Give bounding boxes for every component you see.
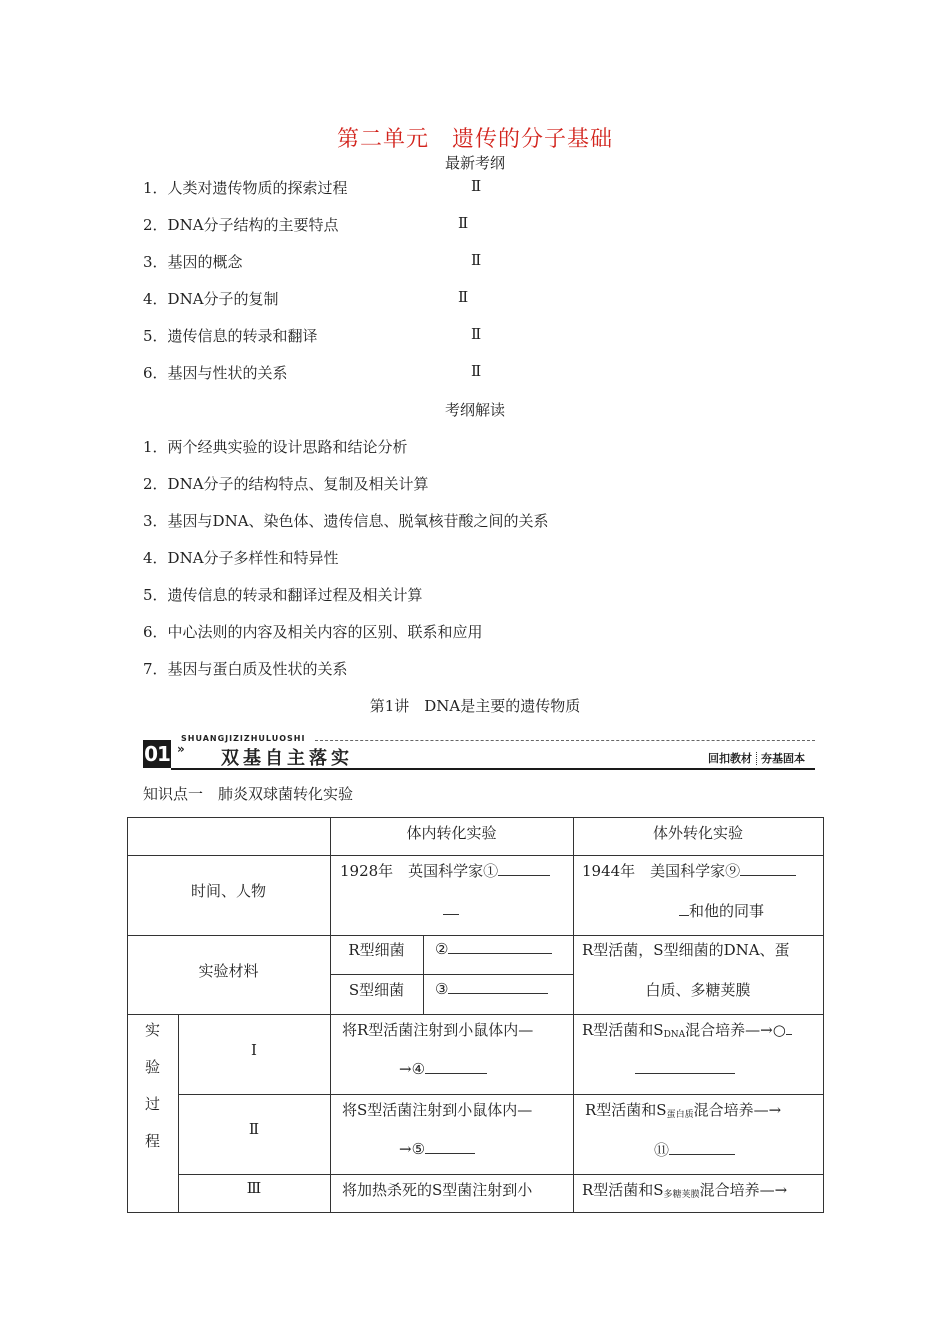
header-invivo: 体内转化实验 bbox=[406, 824, 497, 842]
blank-11-underline bbox=[669, 1140, 735, 1155]
blank-3 bbox=[435, 979, 548, 998]
interpretation-item-4: 4．DNA分子多样性和特异性 bbox=[143, 549, 339, 567]
invitro-material-line2: 白质、多糖荚膜 bbox=[645, 981, 751, 999]
invivo-time-text: 1928年 英国科学家① bbox=[340, 862, 499, 880]
table-rule bbox=[573, 817, 574, 1213]
step-3-invitro-line1 bbox=[582, 1179, 787, 1200]
invivo-time-cont bbox=[443, 900, 459, 919]
blank-2 bbox=[435, 939, 552, 958]
table-rule bbox=[127, 1212, 824, 1213]
blank-9-underline-cont bbox=[679, 901, 689, 916]
header-invitro: 体外转化实验 bbox=[652, 824, 743, 842]
banner-separator bbox=[756, 752, 757, 765]
s-type-label: S型细菌 bbox=[348, 981, 405, 999]
step-1-invitro-line1 bbox=[582, 1019, 792, 1040]
blank-3-marker: ③ bbox=[435, 980, 449, 998]
blank-4-marker: →④ bbox=[399, 1060, 426, 1078]
process-label-char-4: 程 bbox=[144, 1132, 160, 1150]
interpretation-item-5: 5．遗传信息的转录和翻译过程及相关计算 bbox=[143, 586, 423, 604]
banner-rule bbox=[171, 768, 815, 770]
process-label-char-2: 验 bbox=[144, 1058, 160, 1076]
step-3-invivo-line1: 将加热杀死的S型菌注射到小 bbox=[342, 1181, 533, 1199]
blank-2-underline bbox=[448, 939, 552, 954]
banner-dashed-rule bbox=[315, 740, 815, 741]
process-label-char-3: 过 bbox=[144, 1095, 160, 1113]
step-3-invitro-subscript: 多糖荚膜 bbox=[663, 1190, 700, 1200]
banner-tagline bbox=[708, 750, 805, 766]
table-rule bbox=[127, 935, 824, 936]
invitro-time-text: 1944年 美国科学家⑨ bbox=[582, 862, 741, 880]
banner-arrow-icon: » bbox=[177, 742, 185, 756]
outline-item-1: 1．人类对遗传物质的探索过程 bbox=[143, 179, 348, 197]
outline-item-4: 4．DNA分子的复制 bbox=[143, 290, 279, 308]
step-1-label: Ⅰ bbox=[251, 1041, 257, 1059]
row-label-time: 时间、人物 bbox=[190, 882, 266, 900]
step-1-invitro-text-2: 混合培养—→○ bbox=[685, 1021, 786, 1039]
interpretation-item-1: 1．两个经典实验的设计思路和结论分析 bbox=[143, 438, 408, 456]
table-rule bbox=[127, 855, 824, 856]
outline-level-6: Ⅱ bbox=[471, 362, 482, 380]
outline-item-2: 2．DNA分子结构的主要特点 bbox=[143, 216, 339, 234]
blank-10-underline-cont bbox=[635, 1059, 735, 1078]
table-rule bbox=[330, 974, 573, 975]
banner-tagline-b: 夯基固本 bbox=[761, 752, 805, 765]
invitro-time bbox=[582, 860, 796, 881]
banner-number-badge: 01 bbox=[144, 742, 170, 766]
section-banner bbox=[143, 736, 815, 774]
table-rule bbox=[127, 1014, 824, 1015]
unit-title: 第二单元 遗传的分子基础 bbox=[336, 127, 613, 152]
step-2-invitro-text-2: 混合培养—→ bbox=[693, 1101, 782, 1119]
step-2-invitro-text: R型活菌和S bbox=[585, 1101, 667, 1119]
step-3-invitro-text: R型活菌和S bbox=[582, 1181, 664, 1199]
banner-tagline-a: 回扣教材 bbox=[708, 752, 752, 765]
table-rule bbox=[127, 817, 824, 818]
outline-heading: 最新考纲 bbox=[444, 154, 505, 172]
table-rule bbox=[823, 817, 824, 1213]
banner-heading: 双基自主落实 bbox=[221, 748, 353, 769]
outline-level-5: Ⅱ bbox=[471, 325, 482, 343]
blank-1-underline-cont bbox=[443, 900, 459, 915]
blank-1-underline bbox=[498, 861, 550, 876]
step-1-invivo-line2 bbox=[399, 1059, 487, 1078]
process-label-char-1: 实 bbox=[144, 1021, 160, 1039]
step-2-label: Ⅱ bbox=[248, 1120, 260, 1138]
blank-10-underline-line bbox=[635, 1059, 735, 1074]
step-2-invivo-line2 bbox=[399, 1139, 475, 1158]
outline-level-2: Ⅱ bbox=[458, 214, 469, 232]
invitro-time-cont-text: 和他的同事 bbox=[689, 902, 765, 920]
invitro-material-line1: R型活菌，S型细菌的DNA、蛋 bbox=[582, 941, 790, 959]
row-label-material: 实验材料 bbox=[198, 962, 259, 980]
interpretation-item-7: 7．基因与蛋白质及性状的关系 bbox=[143, 660, 348, 678]
blank-10-underline bbox=[786, 1020, 792, 1035]
banner-pinyin: SHUANGJIZIZHULUOSHI bbox=[181, 734, 306, 743]
outline-level-3: Ⅱ bbox=[471, 251, 482, 269]
step-2-invivo-line1: 将S型活菌注射到小鼠体内— bbox=[342, 1101, 533, 1119]
outline-level-1: Ⅱ bbox=[471, 177, 482, 195]
outline-item-5: 5．遗传信息的转录和翻译 bbox=[143, 327, 318, 345]
step-1-invitro-text: R型活菌和S bbox=[582, 1021, 664, 1039]
step-3-label: Ⅲ bbox=[246, 1179, 262, 1197]
lesson-title: 第1讲 DNA是主要的遗传物质 bbox=[369, 697, 581, 715]
blank-3-underline bbox=[448, 979, 548, 994]
step-1-invitro-subscript: DNA bbox=[663, 1030, 686, 1040]
step-2-invitro-line2 bbox=[654, 1139, 735, 1160]
step-1-invivo-line1: 将R型活菌注射到小鼠体内— bbox=[342, 1021, 534, 1039]
outline-item-6: 6．基因与性状的关系 bbox=[143, 364, 288, 382]
invivo-time bbox=[340, 860, 550, 881]
step-3-invitro-text-2: 混合培养—→ bbox=[699, 1181, 788, 1199]
interpretation-item-6: 6．中心法则的内容及相关内容的区别、联系和应用 bbox=[143, 623, 483, 641]
step-2-invitro-subscript: 蛋白质 bbox=[666, 1110, 694, 1120]
table-rule bbox=[330, 817, 331, 1213]
blank-5-underline bbox=[425, 1139, 475, 1154]
experiment-table bbox=[127, 817, 824, 1213]
interpretation-item-2: 2．DNA分子的结构特点、复制及相关计算 bbox=[143, 475, 429, 493]
r-type-label: R型细菌 bbox=[348, 941, 405, 959]
interpretation-item-3: 3．基因与DNA、染色体、遗传信息、脱氧核苷酸之间的关系 bbox=[143, 512, 549, 530]
blank-4-underline bbox=[425, 1059, 487, 1074]
blank-2-marker: ② bbox=[435, 940, 449, 958]
outline-level-4: Ⅱ bbox=[458, 288, 469, 306]
table-rule bbox=[127, 817, 128, 1213]
table-rule bbox=[178, 1174, 824, 1175]
table-rule bbox=[423, 935, 424, 1014]
blank-9-underline bbox=[740, 861, 796, 876]
blank-11-marker: ⑪ bbox=[654, 1141, 670, 1159]
interpretation-heading: 考纲解读 bbox=[444, 401, 505, 419]
invitro-time-cont bbox=[679, 900, 764, 921]
knowledge-point-title: 知识点一 肺炎双球菌转化实验 bbox=[143, 785, 354, 803]
outline-item-3: 3．基因的概念 bbox=[143, 253, 243, 271]
step-2-invitro-line1 bbox=[585, 1099, 781, 1120]
blank-5-marker: →⑤ bbox=[399, 1140, 426, 1158]
table-rule bbox=[178, 1094, 824, 1095]
